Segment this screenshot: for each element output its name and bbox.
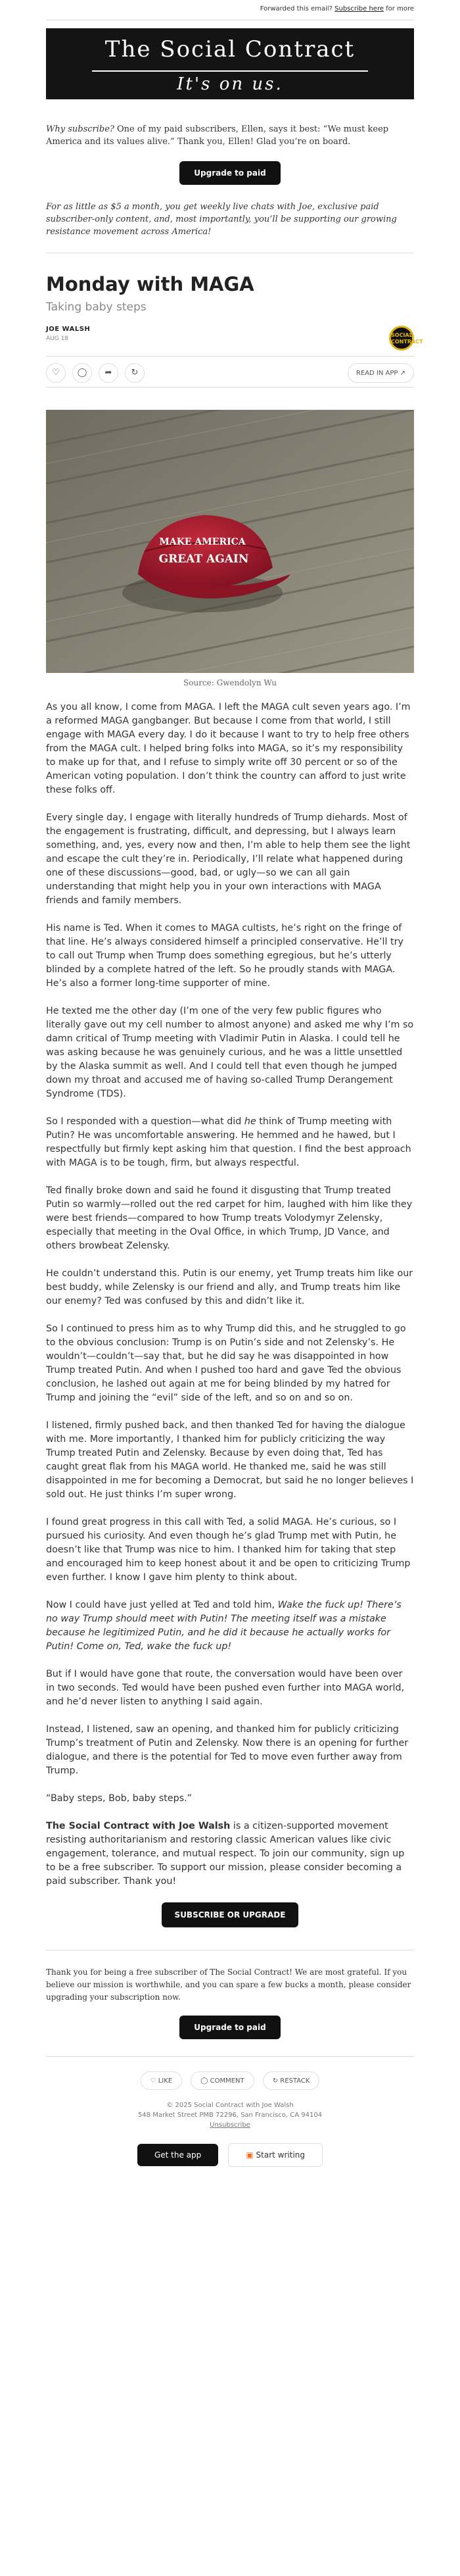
banner-tagline: It's on us. <box>177 74 283 94</box>
subscribe-or-upgrade-button[interactable]: SUBSCRIBE OR UPGRADE <box>162 1902 299 1927</box>
external-link-icon: ↗ <box>400 370 405 377</box>
paragraph: “Baby steps, Bob, baby steps.” <box>46 1793 193 1804</box>
banner-divider <box>92 70 368 72</box>
author-name[interactable]: JOE WALSH <box>46 326 91 333</box>
post-subtitle: Taking baby steps <box>46 301 147 314</box>
paragraph: I listened, firmly pushed back, and then thanked Ted for having the dialogue with me. More importantly, I thanked him for publicly criticizing the way Trump treated Putin and Zelensky. Because by even doing that, Ted has caught great flak from his MAGA world. He thanked me, said he was still disappointed in me for becoming a Democrat, but said he no longer believes I sold out. He just thinks I’m super wrong. <box>46 1420 414 1500</box>
heart-icon[interactable]: ♡ <box>46 363 66 383</box>
restack-icon: ↻ <box>272 2077 279 2085</box>
read-in-app-button[interactable]: READ IN APP ↗ <box>348 363 414 383</box>
publication-banner[interactable] <box>46 28 414 99</box>
hat-on-pavement-image <box>46 410 414 673</box>
paragraph: Every single day, I engage with literally hundreds of Trump diehards. Most of the engagement is frustrating, difficult, and depressing, but I always learn something, and, yes, every now and then, I’m able to help them see the light and escape the cult they’re in. Periodically, I’ll relate what happened during one of these discussions—good, bad, or ugly—so we can all gain understanding that might help you in your own interactions with MAGA friends and family members. <box>46 812 411 906</box>
article-photo[interactable] <box>46 410 414 673</box>
unsubscribe-link[interactable]: Unsubscribe <box>210 2121 250 2129</box>
paragraph: Instead, I listened, saw an opening, and thanked him for publicly criticizing Trump’s treatment of Putin and Zelensky. Now there is an opening for further dialogue, and there is the potential for Ted to move even further away from Trump. <box>46 1724 409 1776</box>
paragraph: So I continued to press him as to why Trump did this, and he struggled to go to the obvious conclusion: Trump is on Putin’s side and not Zelensky’s. He wouldn’t—couldn’t—say that, but he did say he was disappointed in how Trump treated Putin. And when I pushed too hard and gave Ted the obvious conclusion, he lashed out again at me for being blinded by my hatred for Trump and joining the “evil” side of the left, and so on and so on. <box>46 1324 406 1403</box>
forward-note: Forwarded this email? Subscribe here for more <box>260 5 414 12</box>
post-title[interactable]: Monday with MAGA <box>46 273 254 295</box>
paragraph: The Social Contract with Joe Walsh is a citizen-supported movement resisting authoritarianism and restoring classic American values like civic engagement, tolerance, and mutual respect. To join our community, sign up to be a free subscriber. To support our mission, please consider becoming a paid subscriber. Thank you! <box>46 1821 405 1887</box>
restack-icon[interactable]: ↻ <box>125 363 145 383</box>
comment-icon[interactable]: ◯ <box>72 363 92 383</box>
comment-button[interactable]: ◯ COMMENT <box>191 2071 254 2090</box>
share-icon[interactable]: ➦ <box>99 363 118 383</box>
avatar[interactable]: SOCIAL CONTRACT <box>389 326 414 351</box>
free-subscriber-note: Thank you for being a free subscriber of The Social Contract! We are most grateful. If you believe our mission is worthwhile, and you can spare a few bucks a month, please consider upgrading your subscription now. <box>46 1968 411 2002</box>
heart-icon: ♡ <box>150 2077 156 2085</box>
action-bar <box>46 363 414 387</box>
like-button[interactable]: ♡ LIKE <box>141 2071 183 2090</box>
footer-actions <box>46 2071 414 2090</box>
paragraph: He texted me the other day (I’m one of the very few public figures who literally gave out my cell number to almost anyone) and asked me why I’m so damn critical of Trump meeting with Vladimir Putin in Alaska. I could tell he was asking because he was genuinely curious, and he was a little unsettled by the Alaska summit as well. And I could tell that even though he jumped down my throat and accused me of having so-called Trump Derangement Syndrome (TDS). <box>46 1006 414 1099</box>
upgrade-to-paid-button-bottom[interactable]: Upgrade to paid <box>179 2016 280 2039</box>
comment-icon: ◯ <box>200 2077 208 2085</box>
paragraph: Now I could have just yelled at Ted and told him, Wake the fuck up! There’s no way Trump should meet with Putin! The meeting itself was a mistake because he legitimized Putin, and he did it because he actually works for Putin! Come on, Ted, wake the fuck up! <box>46 1600 402 1652</box>
copyright: © 2025 Social Contract with Joe Walsh <box>166 2102 294 2109</box>
hat-text-bottom: GREAT AGAIN <box>158 553 249 566</box>
paragraph: I found great progress in this call with Ted, a solid MAGA. He’s curious, so I pursued his curiosity. And even though he’s glad Trump met with Putin, he doesn’t like that Trump was nice to him. I thanked him for taking that step and encouraged him to keep honest about it and be open to criticizing Trump even further. I know I gave him plenty to think about. <box>46 1517 411 1583</box>
photo-caption: Source: Gwendolyn Wu <box>183 678 277 687</box>
subscribe-here-link[interactable]: Subscribe here <box>334 5 384 12</box>
start-writing-button[interactable]: ▣ Start writing <box>228 2143 323 2167</box>
restack-button[interactable]: ↻ RESTACK <box>263 2071 320 2090</box>
address: 548 Market Street PMB 72296, San Francisco, CA 94104 <box>137 2112 323 2119</box>
banner-title: The Social Contract <box>104 36 356 62</box>
paragraph: So I responded with a question—what did he think of Trump meeting with Putin? He was uncomfortable answering. He hemmed and he hawed, but I respectfully but firmly kept asking him that question. I find the best approach with MAGA is to be tough, firm, but always respectful. <box>46 1116 411 1168</box>
paragraph: Ted finally broke down and said he found it disgusting that Trump treated Putin so warmly—rolled out the red carpet for him, laughed with him like they were best friends—compared to how Trump treats Volodymyr Zelensky, especially that meeting in the Oval Office, in which Trump, JD Vance, and others browbeat Zelensky. <box>46 1185 413 1251</box>
upgrade-to-paid-button[interactable]: Upgrade to paid <box>179 161 280 185</box>
paragraph: But if I would have gone that route, the conversation would have been over in two seconds. Ted would have been pushed even further into MAGA world, and he’d never listen to anything I said again. <box>46 1669 405 1707</box>
paragraph: As you all know, I come from MAGA. I left the MAGA cult seven years ago. I’m a reformed MAGA gangbanger. But because I come from that world, I still engage with MAGA every day. I do it because I want to try to help free others from the MAGA cult. I helped bring folks into MAGA, so it’s my responsibility to make up for that, and I refuse to simply write off 30 percent or so of the American voting population. I don’t think the country can afford to just write these folks off. <box>46 702 411 795</box>
why-subscribe-note: Why subscribe? One of my paid subscribers, Ellen, says it best: “We must keep America and its values alive.” Thank you, Ellen! Glad you’re on board. <box>46 124 389 147</box>
article-body <box>46 701 414 1889</box>
paragraph: He couldn’t understand this. Putin is our enemy, yet Trump treats him like our best buddy, while Zelensky is our friend and ally, and Trump treats him like our enemy? Ted was confused by this and didn’t like it. <box>46 1268 413 1306</box>
hat-text-top: MAKE AMERICA <box>159 537 246 547</box>
byline <box>46 326 423 352</box>
post-date: AUG 18 <box>46 335 69 342</box>
paragraph: His name is Ted. When it comes to MAGA cultists, he’s right on the fringe of that line. He’s always considered himself a principled conservative. He’ll try to call out Trump when Trump does something egregious, but he’s utterly blinded by a complete hatred of the left. So he proudly stands with MAGA. He’s also a former long-time supporter of mine. <box>46 923 403 989</box>
get-the-app-button[interactable]: Get the app <box>137 2144 218 2166</box>
pitch-note: For as little as $5 a month, you get weekly live chats with Joe, exclusive paid subscriber-only content, and, most importantly, you’ll be supporting our growing resistance movement across America! <box>46 202 397 237</box>
substack-logo-icon: ▣ <box>246 2150 254 2160</box>
